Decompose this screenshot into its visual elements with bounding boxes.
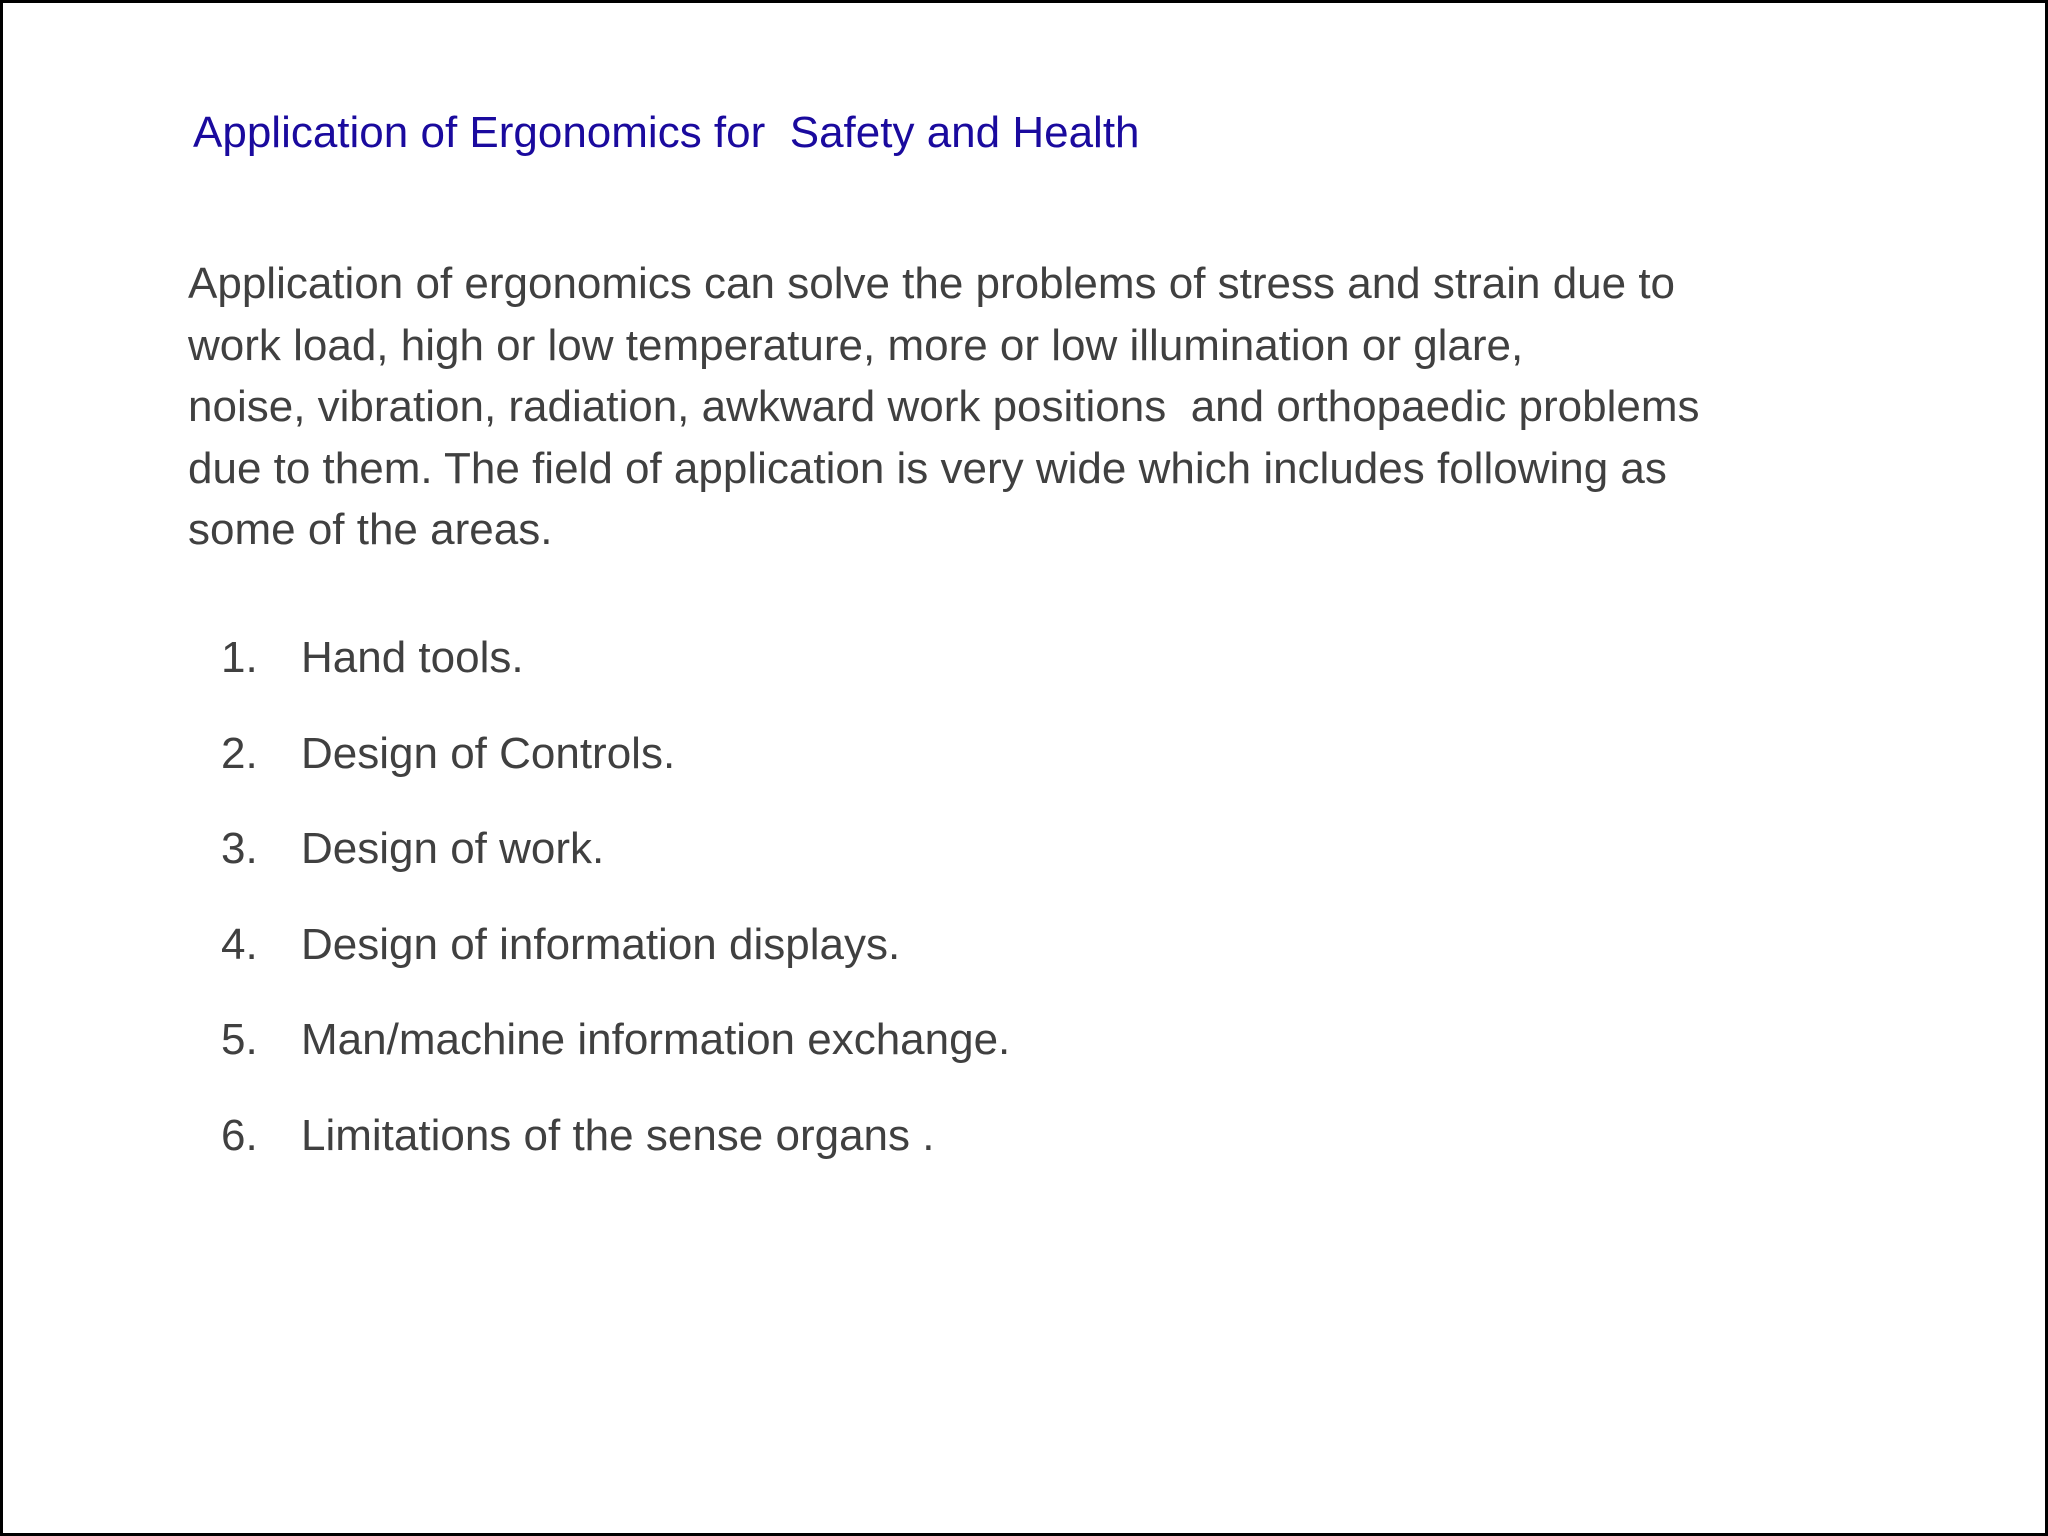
body-paragraph [188, 253, 1868, 561]
list-number: 5. [221, 1015, 258, 1064]
paragraph-line: due to them. The field of application is very wide which includes following as [188, 443, 1667, 493]
list-number: 2. [221, 728, 258, 778]
list-item [221, 915, 1010, 1011]
slide-title: Application of Ergonomics for Safety and Health [193, 108, 1140, 157]
list-item [221, 1106, 1010, 1202]
list-item [221, 1010, 1010, 1106]
list-item [221, 819, 1010, 915]
application-areas-list [221, 628, 1010, 1201]
paragraph-line: Application of ergonomics can solve the problems of stress and strain due to [188, 259, 1676, 308]
list-number: 1. [221, 633, 258, 682]
list-item [221, 628, 1010, 724]
paragraph-line: some of the areas. [188, 505, 553, 554]
list-text: Design of work. [301, 824, 605, 873]
paragraph-line: noise, vibration, radiation, awkward work positions and orthopaedic problems [188, 382, 1700, 431]
list-item [221, 724, 1010, 820]
list-text: Hand tools. [301, 633, 524, 682]
list-text: Design of information displays. [301, 919, 901, 969]
list-text: Limitations of the sense organs . [301, 1110, 935, 1160]
paragraph-line: work load, high or low temperature, more or low illumination or glare, [188, 320, 1524, 370]
list-number: 4. [221, 919, 258, 969]
list-number: 6. [221, 1110, 258, 1160]
list-text: Man/machine information exchange. [301, 1015, 1011, 1064]
list-number: 3. [221, 824, 258, 873]
list-text: Design of Controls. [301, 728, 676, 778]
